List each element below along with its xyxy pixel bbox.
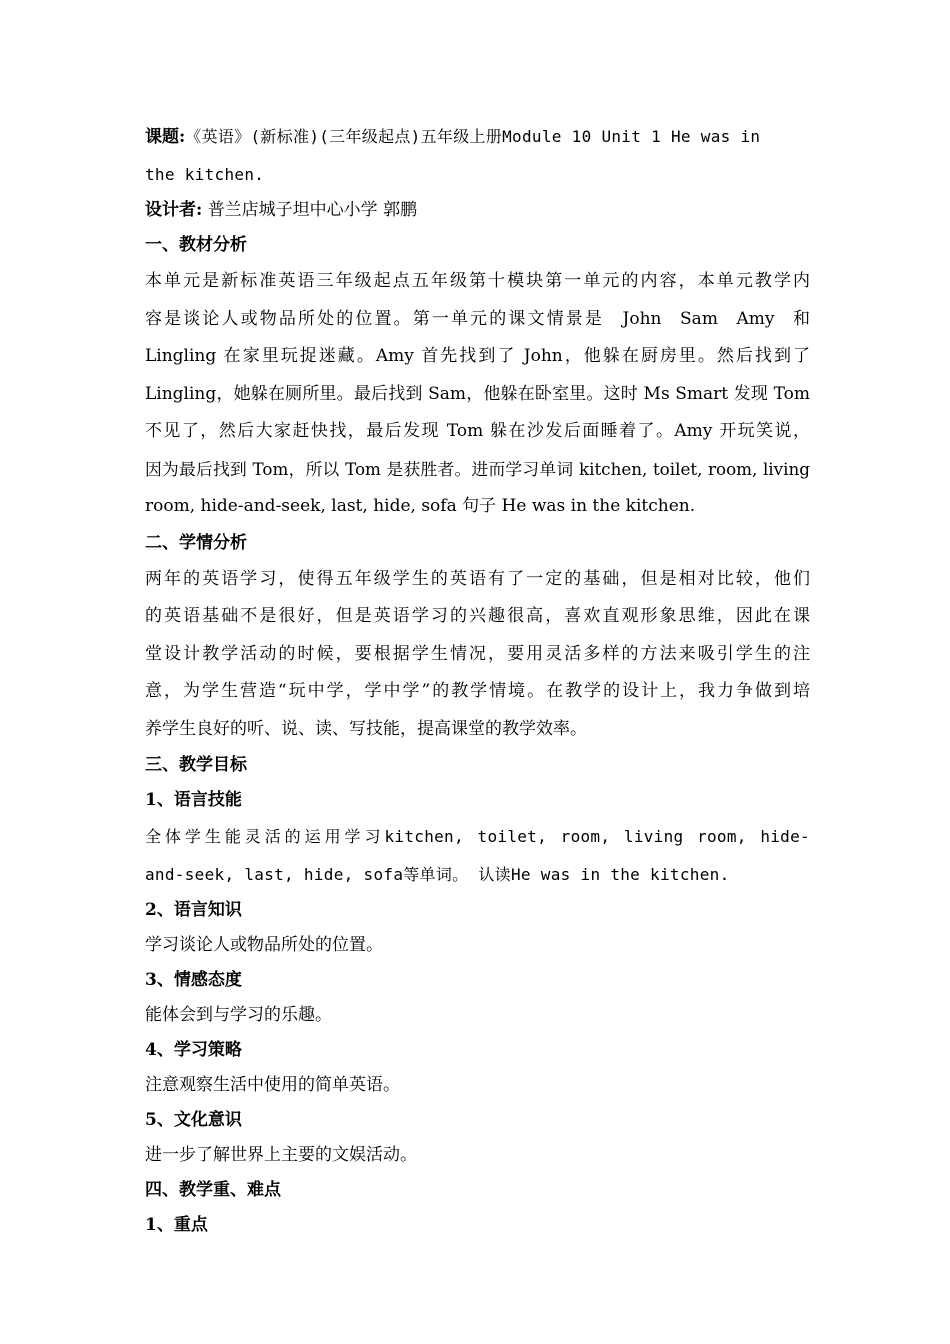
goal-text: 注意观察生活中使用的简单英语。 — [145, 1075, 400, 1095]
section-heading-student-analysis: 二、学情分析 — [145, 532, 247, 553]
lesson-title-line-1 — [145, 118, 810, 156]
section-heading-material-analysis: 一、教材分析 — [145, 235, 247, 255]
paragraph-line: Lingling，她躲在厕所里。最后找到 Sam，他躲在卧室里。这时 Ms Smart 发现 Tom — [145, 383, 810, 404]
section-heading-key-points: 四、教学重、难点 — [145, 1180, 281, 1200]
paragraph-line: 的英语基础不是很好，但是英语学习的兴趣很高，喜欢直观形象思维，因此在课 — [145, 606, 810, 626]
goal-text-line: 全体学生能灵活的运用学习kitchen, toilet, room, living room, hide- — [145, 827, 810, 846]
designer-text: 普兰店城子坦中心小学 郭鹏 — [207, 200, 418, 220]
goal-text: 能体会到与学习的乐趣。 — [145, 1005, 332, 1025]
lesson-title-line-2 — [145, 156, 810, 194]
paragraph-line: 因为最后找到 Tom，所以 Tom 是获胜者。进而学习单词 kitchen, toilet, room, living — [145, 458, 810, 479]
goal-heading-culture: 5、文化意识 — [145, 1110, 242, 1130]
document-body — [145, 118, 810, 1243]
designer-line — [145, 193, 810, 228]
lesson-title-text: 《英语》(新标准)(三年级起点)五年级上册Module 10 Unit 1 He was in — [185, 127, 761, 146]
paragraph-line: 堂设计教学活动的时候，要根据学生情况，要用灵活多样的方法来吸引学生的注 — [145, 643, 810, 664]
key-point-heading: 1、重点 — [145, 1215, 208, 1235]
goal-text-line: and-seek, last, hide, sofa等单词。 认读He was in the kitchen. — [145, 864, 730, 884]
goal-text: 学习谈论人或物品所处的位置。 — [145, 935, 383, 955]
goal-heading-attitude: 3、情感态度 — [145, 970, 242, 990]
lesson-title-text-cont: the kitchen. — [145, 164, 265, 184]
paragraph-line: 不见了，然后大家赶快找，最后发现 Tom 躲在沙发后面睡着了。Amy 开玩笑说， — [145, 421, 810, 441]
lesson-title-label: 课题: — [145, 127, 186, 147]
goal-heading-language-skills: 1、语言技能 — [145, 790, 242, 810]
paragraph-line: room, hide-and-seek, last, hide, sofa 句子 He was in the kitchen. — [145, 496, 696, 516]
goal-heading-learning-strategy: 4、学习策略 — [145, 1040, 242, 1060]
goal-heading-language-knowledge: 2、语言知识 — [145, 900, 242, 920]
paragraph-line: 两年的英语学习，使得五年级学生的英语有了一定的基础，但是相对比较，他们 — [145, 568, 810, 589]
paragraph-line: 养学生良好的听、说、读、写技能，提高课堂的教学效率。 — [145, 718, 587, 739]
paragraph-line: 容是谈论人或物品所处的位置。第一单元的课文情景是 John Sam Amy 和 — [145, 308, 810, 329]
paragraph-line: 意，为学生营造“玩中学，学中学”的教学情境。在教学的设计上，我力争做到培 — [145, 681, 810, 701]
goal-text: 进一步了解世界上主要的文娱活动。 — [145, 1145, 417, 1165]
paragraph-line: 本单元是新标准英语三年级起点五年级第十模块第一单元的内容，本单元教学内 — [145, 271, 810, 291]
paragraph-line: Lingling 在家里玩捉迷藏。Amy 首先找到了 John，他躲在厨房里。然后找到了 — [145, 346, 810, 366]
designer-label: 设计者: — [145, 200, 203, 220]
section-heading-teaching-goals: 三、教学目标 — [145, 755, 247, 775]
